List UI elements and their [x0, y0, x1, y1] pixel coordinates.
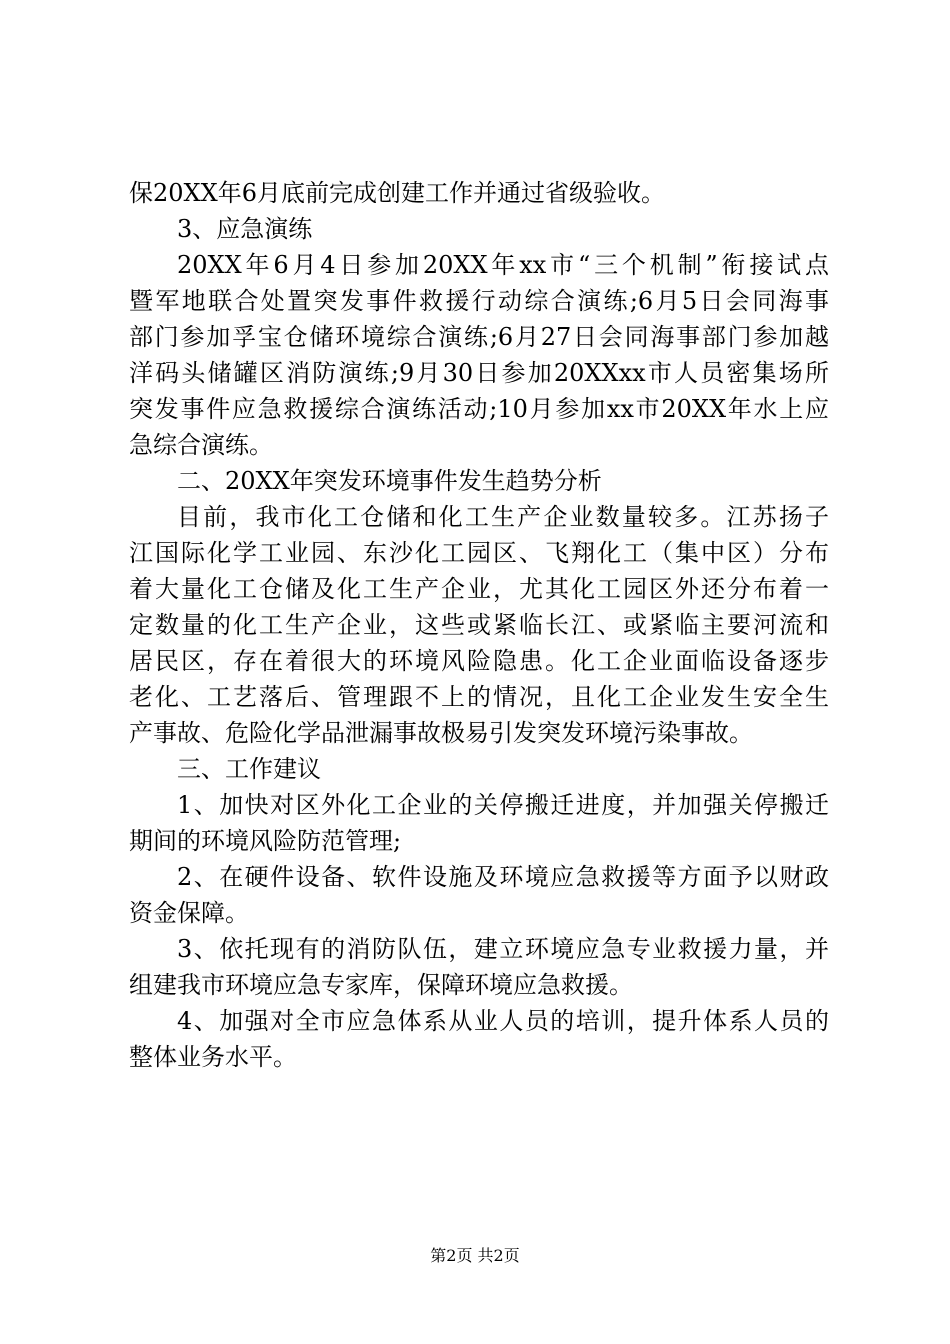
paragraph-line: 江国际化学工业园、东沙化工园区、飞翔化工（集中区）分布 — [129, 539, 829, 567]
section-heading: 二、20XX年突发环境事件发生趋势分析 — [177, 467, 602, 495]
section-heading: 三、工作建议 — [177, 755, 321, 783]
paragraph-line: 洋码头储罐区消防演练;9月30日参加20XXxx市人员密集场所 — [129, 359, 829, 387]
paragraph-line: 居民区，存在着很大的环境风险隐患。化工企业面临设备逐步 — [129, 647, 829, 675]
paragraph-line: 突发事件应急救援综合演练活动;10月参加xx市20XX年水上应 — [129, 395, 829, 423]
paragraph-line: 部门参加孚宝仓储环境综合演练;6月27日会同海事部门参加越 — [129, 323, 829, 351]
paragraph-line: 保20XX年6月底前完成创建工作并通过省级验收。 — [129, 179, 665, 207]
paragraph-line: 4、加强对全市应急体系从业人员的培训，提升体系人员的 — [177, 1007, 829, 1035]
paragraph-line: 产事故、危险化学品泄漏事故极易引发突发环境污染事故。 — [129, 719, 753, 747]
paragraph-line: 1、加快对区外化工企业的关停搬迁进度，并加强关停搬迁 — [177, 791, 829, 819]
paragraph-line: 着大量化工仓储及化工生产企业，尤其化工园区外还分布着一 — [129, 575, 829, 603]
paragraph-line: 20XX年6月4日参加20XX年xx市“三个机制”衔接试点 — [177, 251, 829, 279]
paragraph-line: 暨军地联合处置突发事件救援行动综合演练;6月5日会同海事 — [129, 287, 829, 315]
paragraph-line: 资金保障。 — [129, 899, 249, 927]
paragraph-line: 急综合演练。 — [129, 431, 273, 459]
page-number-footer: 第2页 共2页 — [430, 1246, 520, 1265]
paragraph-line: 目前，我市化工仓储和化工生产企业数量较多。江苏扬子 — [177, 503, 829, 531]
paragraph-line: 3、依托现有的消防队伍，建立环境应急专业救援力量，并 — [177, 935, 829, 963]
section-heading: 3、应急演练 — [177, 215, 313, 243]
paragraph-line: 定数量的化工生产企业，这些或紧临长江、或紧临主要河流和 — [129, 611, 829, 639]
paragraph-line: 期间的环境风险防范管理; — [129, 827, 402, 855]
paragraph-line: 组建我市环境应急专家库，保障环境应急救援。 — [129, 971, 633, 999]
paragraph-line: 整体业务水平。 — [129, 1043, 297, 1071]
paragraph-line: 老化、工艺落后、管理跟不上的情况，且化工企业发生安全生 — [129, 683, 829, 711]
paragraph-line: 2、在硬件设备、软件设施及环境应急救援等方面予以财政 — [177, 863, 829, 891]
